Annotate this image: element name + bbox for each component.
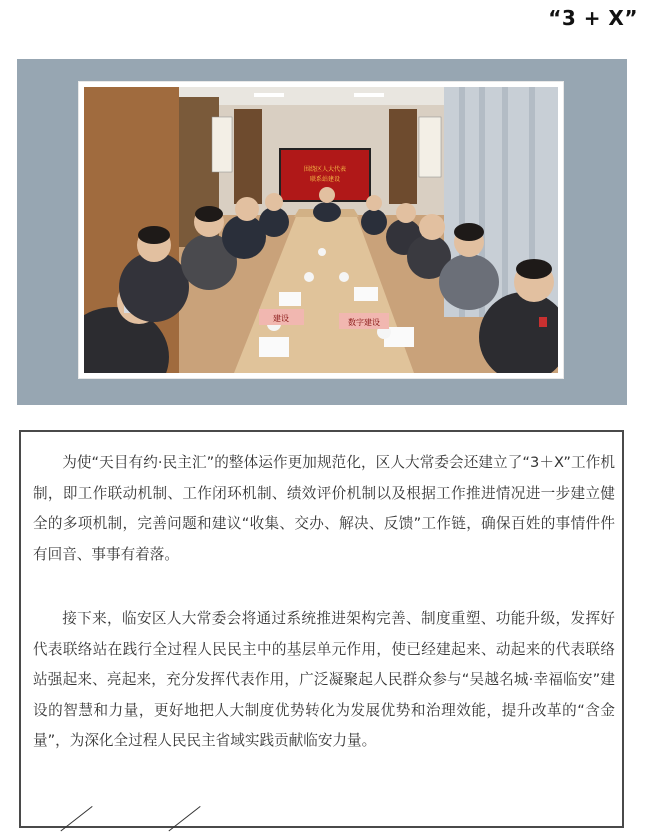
meeting-photo-illustration (84, 87, 558, 373)
nameplate-left: 建设 (273, 314, 289, 323)
photo-panel (17, 59, 627, 405)
screen-title-line1: 围绕区人大代表 (303, 166, 347, 173)
article-box (19, 430, 624, 828)
article-paragraph: 接下来，临安区人大常委会将通过系统推进架构完善、制度重塑、功能升级，发挥好代表联络站在践行全过程人民民主中的基层单元作用，使已经建起来、动起来的代表联络站强起来、亮起来，充分发挥代表作用，广泛凝聚起人民群众参与“吴越名城·幸福临安”建设的智慧和力量，更好地把人大制度优势转化为发展优势和治理效能，提升改革的“含金量”，为深化全过程人民民主省域实践贡献临安力量。 (33, 610, 615, 750)
nameplate-right: 数字建设 (348, 318, 380, 327)
section-heading: “3 + X” (548, 6, 638, 30)
article-paragraph: 为使“天目有约·民主汇”的整体运作更加规范化，区人大常委会还建立了“3＋X”工作机制，即工作联动机制、工作闭环机制、绩效评价机制以及根据工作推进情况进一步建立健全的多项机制，完善问题和建议“收集、交办、解决、反馈”工作链，确保百姓的事情件件有回音、事事有着落。 (33, 454, 615, 563)
meeting-photo (84, 87, 558, 373)
photo-frame (79, 82, 563, 378)
screen-title-line2: 联系站建设 (309, 176, 341, 183)
